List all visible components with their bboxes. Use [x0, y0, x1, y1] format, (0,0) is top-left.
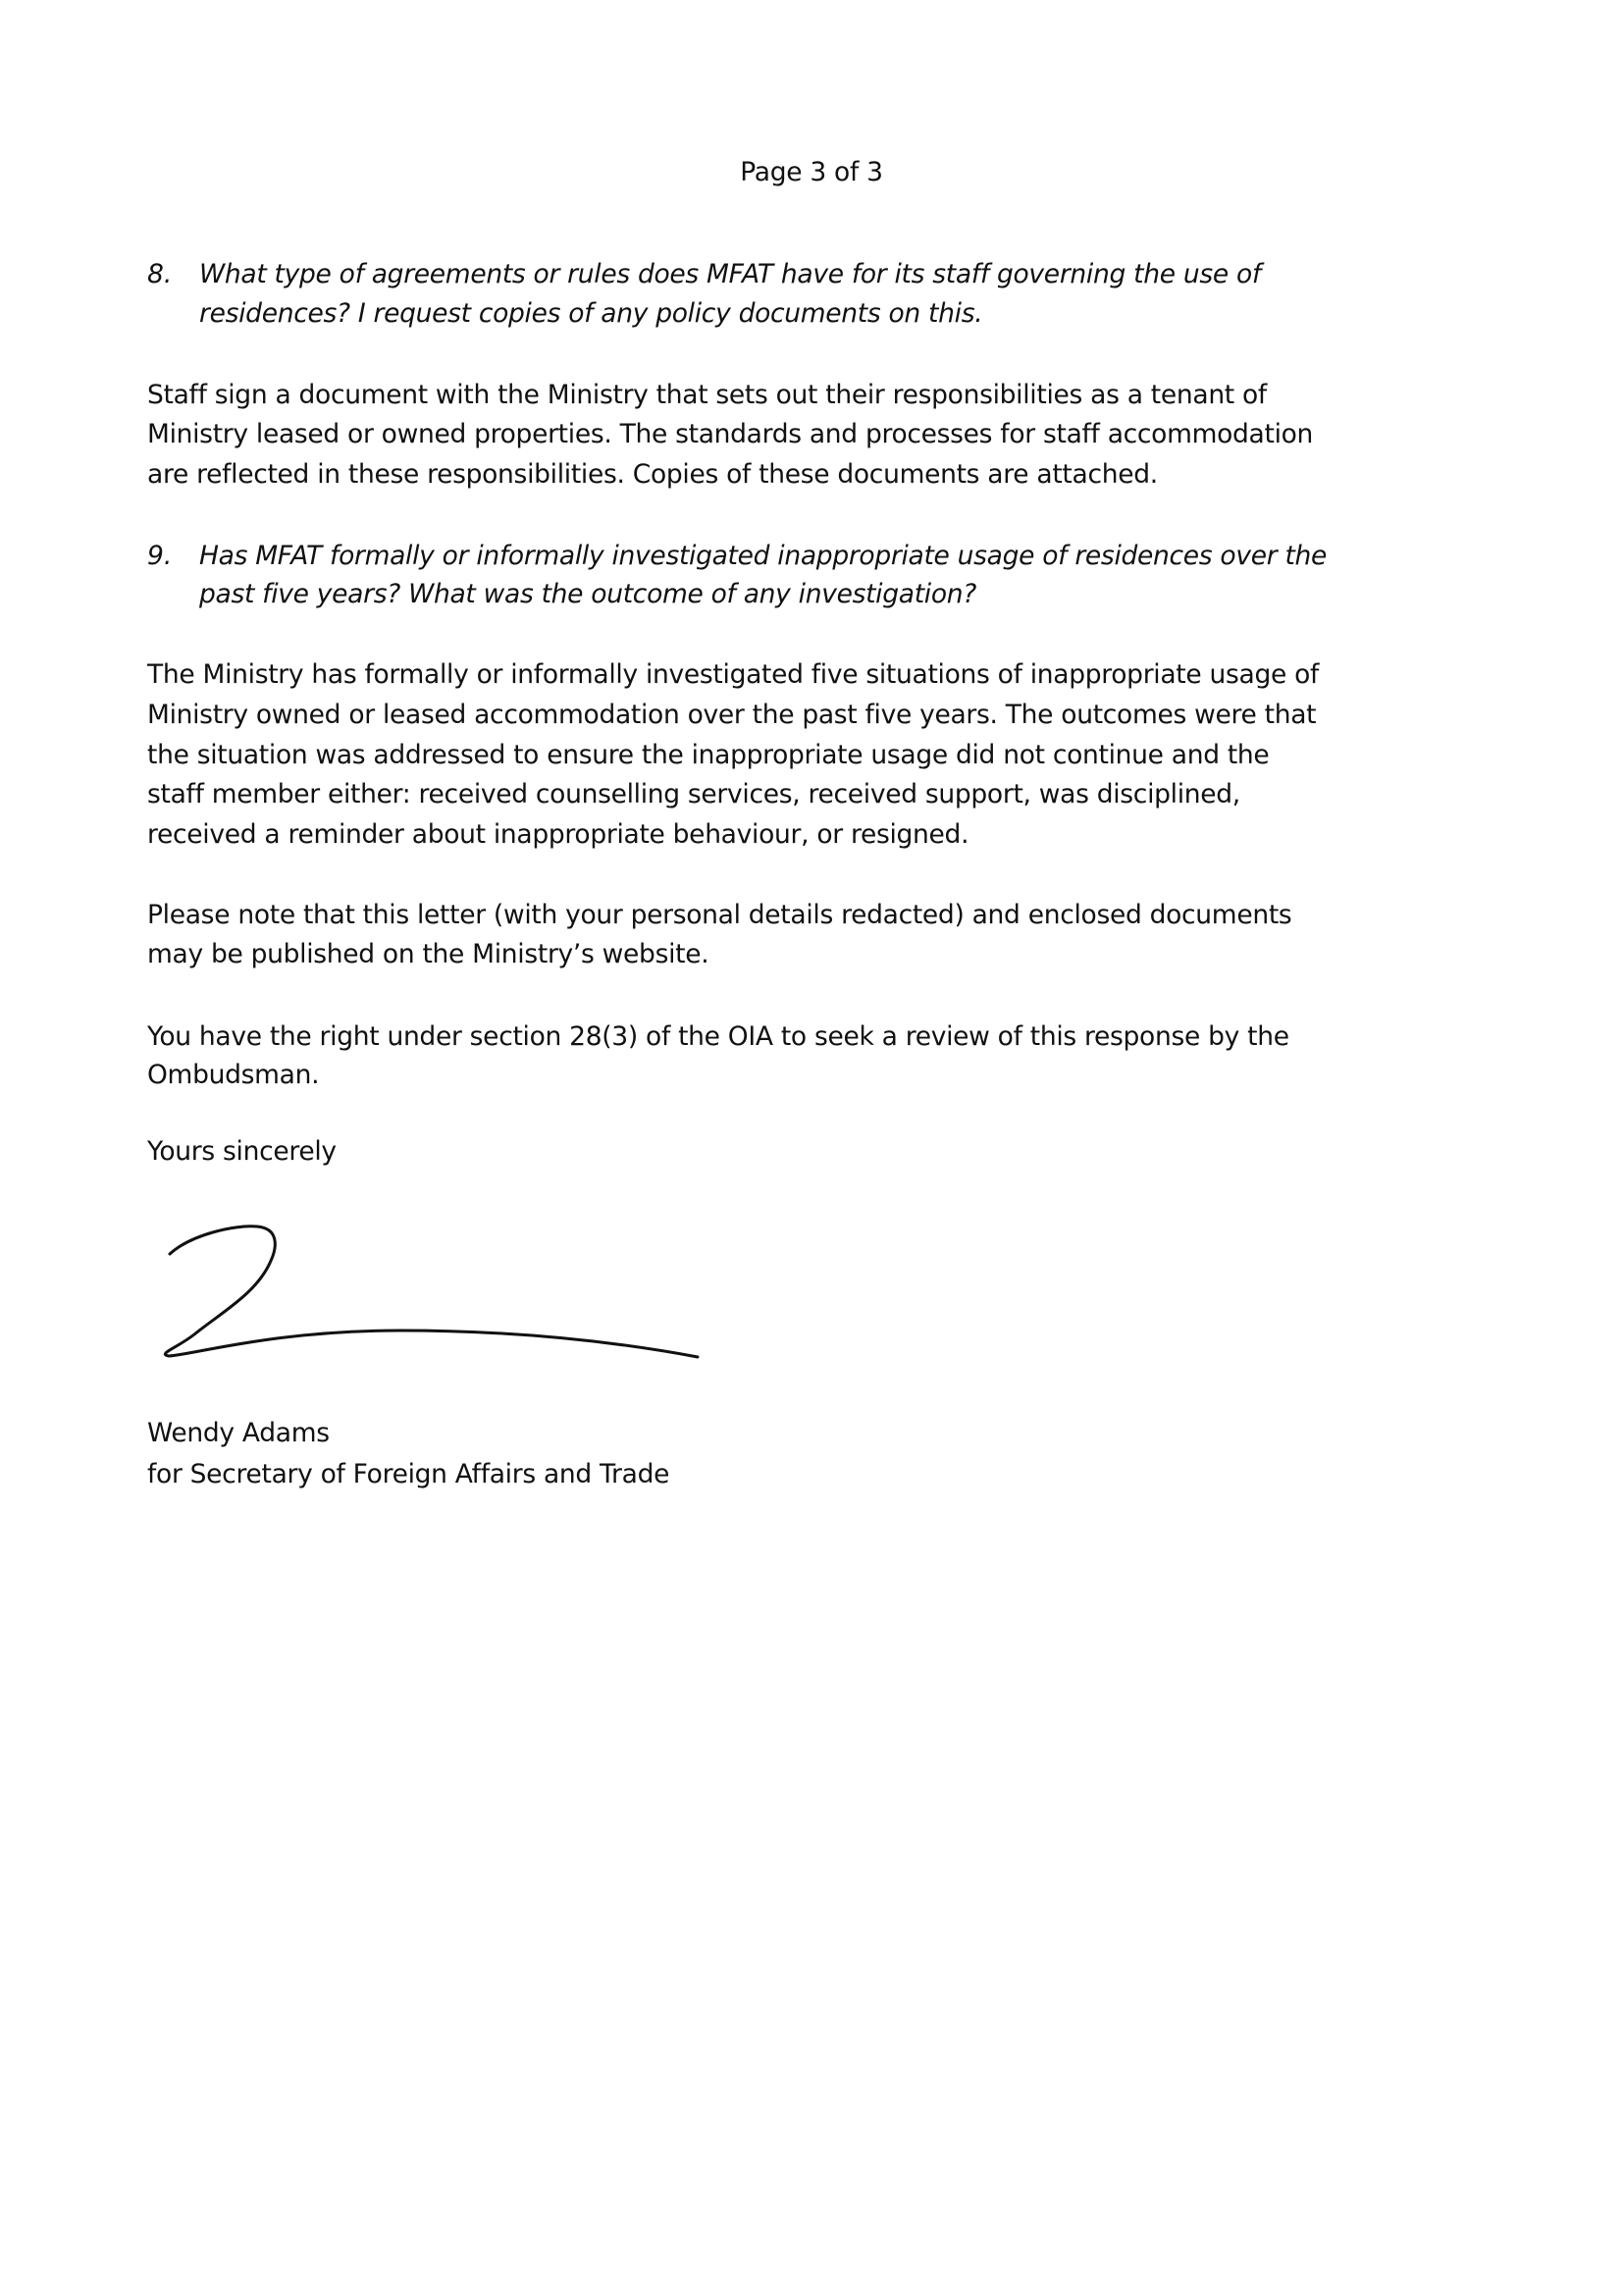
- question-text-line: What type of agreements or rules does MFAT have for its staff governing the use of: [199, 259, 1261, 289]
- answer-line: are reflected in these responsibilities. Copies of these documents are attached.: [147, 459, 1158, 490]
- answer-line: Ministry leased or owned properties. The standards and processes for staff accommodation: [147, 419, 1314, 449]
- page-header: Page 3 of 3: [740, 157, 883, 187]
- answer-line: the situation was addressed to ensure the inappropriate usage did not continue and the: [147, 740, 1270, 770]
- note-line: Ombudsman.: [147, 1060, 320, 1090]
- question-text-line: Has MFAT formally or informally investigated inappropriate usage of residences over the: [199, 541, 1328, 571]
- answer-line: Ministry owned or leased accommodation over the past five years. The outcomes were that: [147, 700, 1317, 730]
- note-line: You have the right under section 28(3) of the OIA to seek a review of this response by the: [147, 1021, 1289, 1052]
- question-text-line: residences? I request copies of any policy documents on this.: [199, 298, 983, 329]
- answer-line: The Ministry has formally or informally investigated five situations of inappropriate usage of: [147, 659, 1320, 690]
- closing-salutation: Yours sincerely: [147, 1136, 337, 1167]
- signatory-name: Wendy Adams: [147, 1418, 330, 1448]
- question-number: 9.: [147, 541, 173, 571]
- answer-line: staff member either: received counselling services, received support, was disciplined,: [147, 779, 1240, 809]
- note-line: Please note that this letter (with your personal details redacted) and enclosed documents: [147, 900, 1292, 930]
- answer-line: received a reminder about inappropriate behaviour, or resigned.: [147, 819, 969, 850]
- question-text-line: past five years? What was the outcome of any investigation?: [199, 579, 977, 609]
- note-line: may be published on the Ministry’s website.: [147, 939, 709, 969]
- signatory-title: for Secretary of Foreign Affairs and Trade: [147, 1459, 670, 1489]
- answer-line: Staff sign a document with the Ministry that sets out their responsibilities as a tenant of: [147, 380, 1267, 410]
- question-number: 8.: [147, 259, 173, 289]
